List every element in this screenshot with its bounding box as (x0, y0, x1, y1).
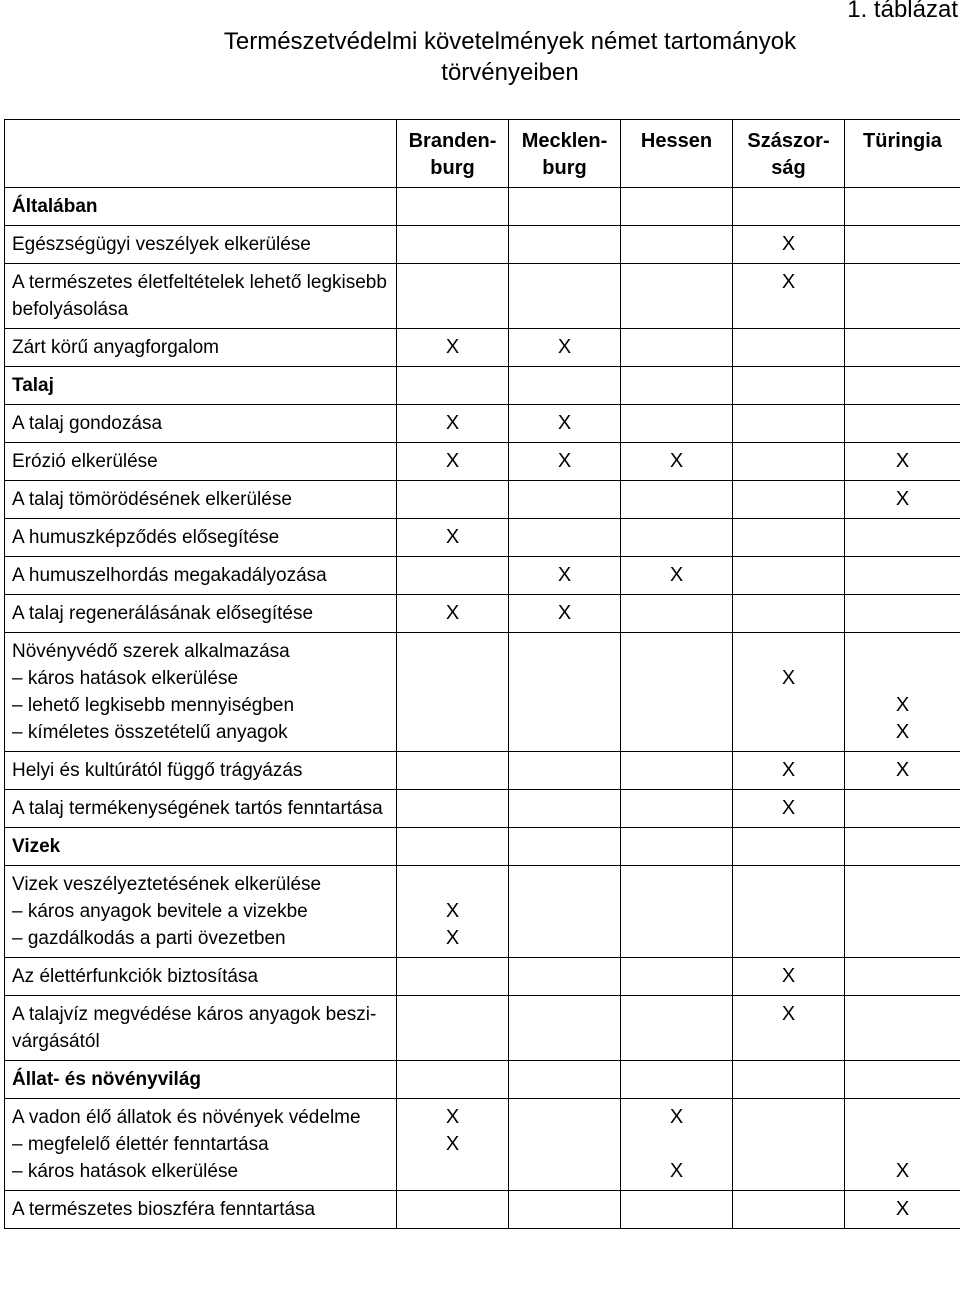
label-line: A természetes életfeltételek lehető legkisebb (12, 272, 387, 293)
table-row (5, 752, 960, 790)
x-mark: X (557, 412, 572, 434)
requirement-label (5, 264, 397, 329)
x-mark: X (895, 759, 910, 781)
mark-cell (733, 329, 845, 367)
mark-cell (845, 752, 960, 790)
x-mark: X (781, 759, 796, 781)
mark-cell (733, 595, 845, 633)
label-line: – megfelelő élettér fenntartása (12, 1134, 269, 1155)
x-mark (733, 719, 844, 746)
mark-cell (621, 188, 733, 226)
section-heading (5, 1061, 397, 1099)
mark-cell (845, 188, 960, 226)
mark-cell (397, 958, 509, 996)
mark-cell (509, 828, 621, 866)
table-row (5, 633, 960, 752)
mark-cell (509, 405, 621, 443)
table-row (5, 264, 960, 329)
mark-cell (509, 443, 621, 481)
mark-cell (733, 557, 845, 595)
mark-cell (733, 958, 845, 996)
title-line: Természetvédelmi követelmények német tartományok (223, 28, 797, 55)
mark-cell (397, 1061, 509, 1099)
x-mark: X (445, 602, 460, 624)
table-row (5, 405, 960, 443)
section-row (5, 828, 960, 866)
mark-cell (397, 329, 509, 367)
mark-cell (733, 519, 845, 557)
x-mark: X (895, 488, 910, 510)
mark-cell (621, 557, 733, 595)
table-row (5, 329, 960, 367)
label-line: Állat- és növényvilág (12, 1069, 202, 1090)
mark-cell (509, 1191, 621, 1229)
table-row (5, 958, 960, 996)
mark-cell (621, 1061, 733, 1099)
column-header-brandenburg (397, 120, 509, 188)
column-header-hessen (621, 120, 733, 188)
x-mark: X (445, 1106, 460, 1128)
requirement-label (5, 226, 397, 264)
table-row (5, 996, 960, 1061)
mark-cell (845, 264, 960, 329)
table-row (5, 1099, 960, 1191)
mark-cell (509, 958, 621, 996)
header-line: Hessen (640, 130, 713, 152)
mark-cell (509, 226, 621, 264)
mark-cell (845, 790, 960, 828)
label-line: – káros anyagok bevitele a vizekbe (12, 901, 308, 922)
mark-cell (733, 996, 845, 1061)
mark-cell (397, 828, 509, 866)
mark-cell (733, 866, 845, 958)
x-mark (397, 871, 508, 898)
header-line: Branden- (408, 130, 497, 152)
section-heading (5, 188, 397, 226)
mark-cell (397, 996, 509, 1061)
mark-cell (621, 481, 733, 519)
label-line: Növényvédő szerek alkalmazása (12, 641, 290, 662)
mark-cell (621, 226, 733, 264)
x-mark: X (781, 271, 796, 293)
x-mark: X (781, 965, 796, 987)
mark-cell (845, 557, 960, 595)
requirement-label (5, 790, 397, 828)
mark-cell (621, 1191, 733, 1229)
mark-cell (509, 481, 621, 519)
x-mark: X (445, 336, 460, 358)
label-line: A természetes bioszféra fenntartása (12, 1199, 316, 1220)
label-line: befolyásolása (12, 299, 129, 320)
mark-cell (733, 1191, 845, 1229)
table-row (5, 866, 960, 958)
mark-cell (845, 595, 960, 633)
mark-cell (845, 828, 960, 866)
label-line: Egészségügyi veszélyek elkerülése (12, 234, 311, 255)
label-line: Zárt körű anyagforgalom (12, 337, 219, 358)
mark-cell (845, 996, 960, 1061)
mark-cell (509, 996, 621, 1061)
mark-cell (397, 633, 509, 752)
column-header-turingia (845, 120, 960, 188)
label-line: A talaj gondozása (12, 413, 163, 434)
label-line: A talaj regenerálásának elősegítése (12, 603, 314, 624)
table-body (5, 188, 960, 1229)
header-corner (5, 120, 397, 188)
mark-cell (509, 264, 621, 329)
mark-cell (733, 443, 845, 481)
requirement-label (5, 595, 397, 633)
requirement-label (5, 996, 397, 1061)
requirement-label (5, 958, 397, 996)
mark-cell (509, 752, 621, 790)
mark-cell (397, 481, 509, 519)
mark-cell (733, 264, 845, 329)
mark-cell (621, 595, 733, 633)
mark-cell (845, 329, 960, 367)
mark-cell (397, 519, 509, 557)
section-row (5, 188, 960, 226)
x-mark: X (445, 450, 460, 472)
mark-cell (509, 519, 621, 557)
mark-cell (397, 226, 509, 264)
mark-cell (621, 405, 733, 443)
table-title (115, 26, 905, 88)
mark-cell (621, 264, 733, 329)
mark-cell (397, 790, 509, 828)
mark-cell (397, 752, 509, 790)
x-mark: X (445, 927, 460, 949)
table-row (5, 519, 960, 557)
requirement-label (5, 633, 397, 752)
x-mark: X (781, 667, 796, 689)
x-mark: X (445, 900, 460, 922)
mark-cell (621, 443, 733, 481)
requirement-label (5, 1191, 397, 1229)
x-mark: X (669, 564, 684, 586)
label-line: A humuszképződés elősegítése (12, 527, 280, 548)
label-line: – gazdálkodás a parti övezetben (12, 928, 286, 949)
mark-cell (621, 752, 733, 790)
x-mark: X (895, 1160, 910, 1182)
section-row (5, 367, 960, 405)
mark-cell (509, 1099, 621, 1191)
mark-cell (397, 1099, 509, 1191)
table-number: 1. táblázat (847, 0, 958, 23)
x-mark: X (895, 694, 910, 716)
mark-cell (509, 188, 621, 226)
label-line: Vizek veszélyeztetésének elkerülése (12, 874, 322, 895)
mark-cell (845, 367, 960, 405)
mark-cell (397, 557, 509, 595)
section-heading (5, 828, 397, 866)
mark-cell (509, 866, 621, 958)
x-mark (397, 1158, 508, 1185)
x-mark: X (557, 450, 572, 472)
label-line: Általában (12, 196, 98, 217)
x-mark (733, 692, 844, 719)
label-line: Erózió elkerülése (12, 451, 158, 472)
table-row (5, 557, 960, 595)
mark-cell (509, 557, 621, 595)
mark-cell (621, 958, 733, 996)
section-row (5, 1061, 960, 1099)
requirement-label (5, 405, 397, 443)
x-mark: X (669, 1160, 684, 1182)
requirement-label (5, 481, 397, 519)
mark-cell (733, 1099, 845, 1191)
label-line: A vadon élő állatok és növények védelme (12, 1107, 361, 1128)
x-mark: X (445, 1133, 460, 1155)
label-line: A humuszelhordás megakadályozása (12, 565, 327, 586)
mark-cell (845, 405, 960, 443)
mark-cell (621, 1099, 733, 1191)
mark-cell (845, 958, 960, 996)
x-mark: X (895, 1198, 910, 1220)
header-row (5, 120, 960, 188)
mark-cell (509, 790, 621, 828)
mark-cell (621, 790, 733, 828)
mark-cell (845, 443, 960, 481)
requirement-label (5, 752, 397, 790)
label-line: Talaj (12, 375, 54, 396)
mark-cell (733, 188, 845, 226)
mark-cell (397, 866, 509, 958)
mark-cell (509, 595, 621, 633)
table-row (5, 1191, 960, 1229)
mark-cell (397, 264, 509, 329)
label-line: Helyi és kultúrától függő trágyázás (12, 760, 303, 781)
label-line: – lehető legkisebb mennyiségben (12, 695, 295, 716)
x-mark: X (669, 1106, 684, 1128)
x-mark: X (895, 721, 910, 743)
mark-cell (733, 367, 845, 405)
x-mark: X (781, 797, 796, 819)
x-mark: X (895, 450, 910, 472)
header-line: Türingia (863, 130, 942, 152)
mark-cell (845, 481, 960, 519)
x-mark: X (669, 450, 684, 472)
x-mark (845, 638, 960, 665)
x-mark: X (445, 412, 460, 434)
header-line: Szászor- (747, 130, 830, 152)
mark-cell (845, 1099, 960, 1191)
requirement-label (5, 519, 397, 557)
label-line: A talajvíz megvédése káros anyagok beszi- (12, 1004, 377, 1025)
mark-cell (397, 188, 509, 226)
mark-cell (733, 790, 845, 828)
requirement-label (5, 443, 397, 481)
mark-cell (509, 1061, 621, 1099)
table-row (5, 595, 960, 633)
mark-cell (509, 633, 621, 752)
title-line: törvényeiben (441, 59, 579, 86)
mark-cell (733, 633, 845, 752)
x-mark: X (781, 233, 796, 255)
mark-cell (733, 405, 845, 443)
column-header-mecklenburg (509, 120, 621, 188)
label-line: Vizek (12, 836, 61, 857)
table-row (5, 443, 960, 481)
mark-cell (733, 828, 845, 866)
table-row (5, 790, 960, 828)
mark-cell (621, 828, 733, 866)
mark-cell (621, 519, 733, 557)
mark-cell (397, 405, 509, 443)
mark-cell (733, 1061, 845, 1099)
table-row (5, 481, 960, 519)
mark-cell (733, 752, 845, 790)
x-mark: X (557, 336, 572, 358)
mark-cell (845, 866, 960, 958)
mark-cell (621, 866, 733, 958)
label-line: – káros hatások elkerülése (12, 668, 239, 689)
label-line: – kíméletes összetételű anyagok (12, 722, 288, 743)
mark-cell (621, 996, 733, 1061)
x-mark (845, 1131, 960, 1158)
column-header-szaszorszag (733, 120, 845, 188)
x-mark (845, 1104, 960, 1131)
table-row (5, 226, 960, 264)
mark-cell (733, 481, 845, 519)
mark-cell (845, 519, 960, 557)
x-mark: X (445, 526, 460, 548)
requirements-table (4, 119, 960, 1229)
mark-cell (845, 1191, 960, 1229)
mark-cell (845, 226, 960, 264)
mark-cell (621, 633, 733, 752)
header-line: burg (542, 157, 587, 179)
x-mark: X (557, 602, 572, 624)
requirement-label (5, 866, 397, 958)
x-mark (845, 665, 960, 692)
mark-cell (397, 1191, 509, 1229)
mark-cell (509, 367, 621, 405)
mark-cell (397, 595, 509, 633)
label-line: – káros hatások elkerülése (12, 1161, 239, 1182)
mark-cell (845, 1061, 960, 1099)
mark-cell (397, 367, 509, 405)
label-line: A talaj tömörödésének elkerülése (12, 489, 292, 510)
mark-cell (733, 226, 845, 264)
header-line: burg (430, 157, 475, 179)
label-line: Az élettérfunkciók biztosítása (12, 966, 259, 987)
mark-cell (845, 633, 960, 752)
requirement-label (5, 329, 397, 367)
mark-cell (621, 367, 733, 405)
requirement-label (5, 1099, 397, 1191)
mark-cell (509, 329, 621, 367)
mark-cell (397, 443, 509, 481)
requirement-label (5, 557, 397, 595)
header-line: ság (771, 157, 806, 179)
x-mark: X (557, 564, 572, 586)
x-mark: X (781, 1003, 796, 1025)
mark-cell (621, 329, 733, 367)
x-mark (733, 638, 844, 665)
label-line: A talaj termékenységének tartós fenntartása (12, 798, 383, 819)
section-heading (5, 367, 397, 405)
header-line: Mecklen- (521, 130, 608, 152)
x-mark (621, 1131, 732, 1158)
label-line: várgásától (12, 1031, 100, 1052)
